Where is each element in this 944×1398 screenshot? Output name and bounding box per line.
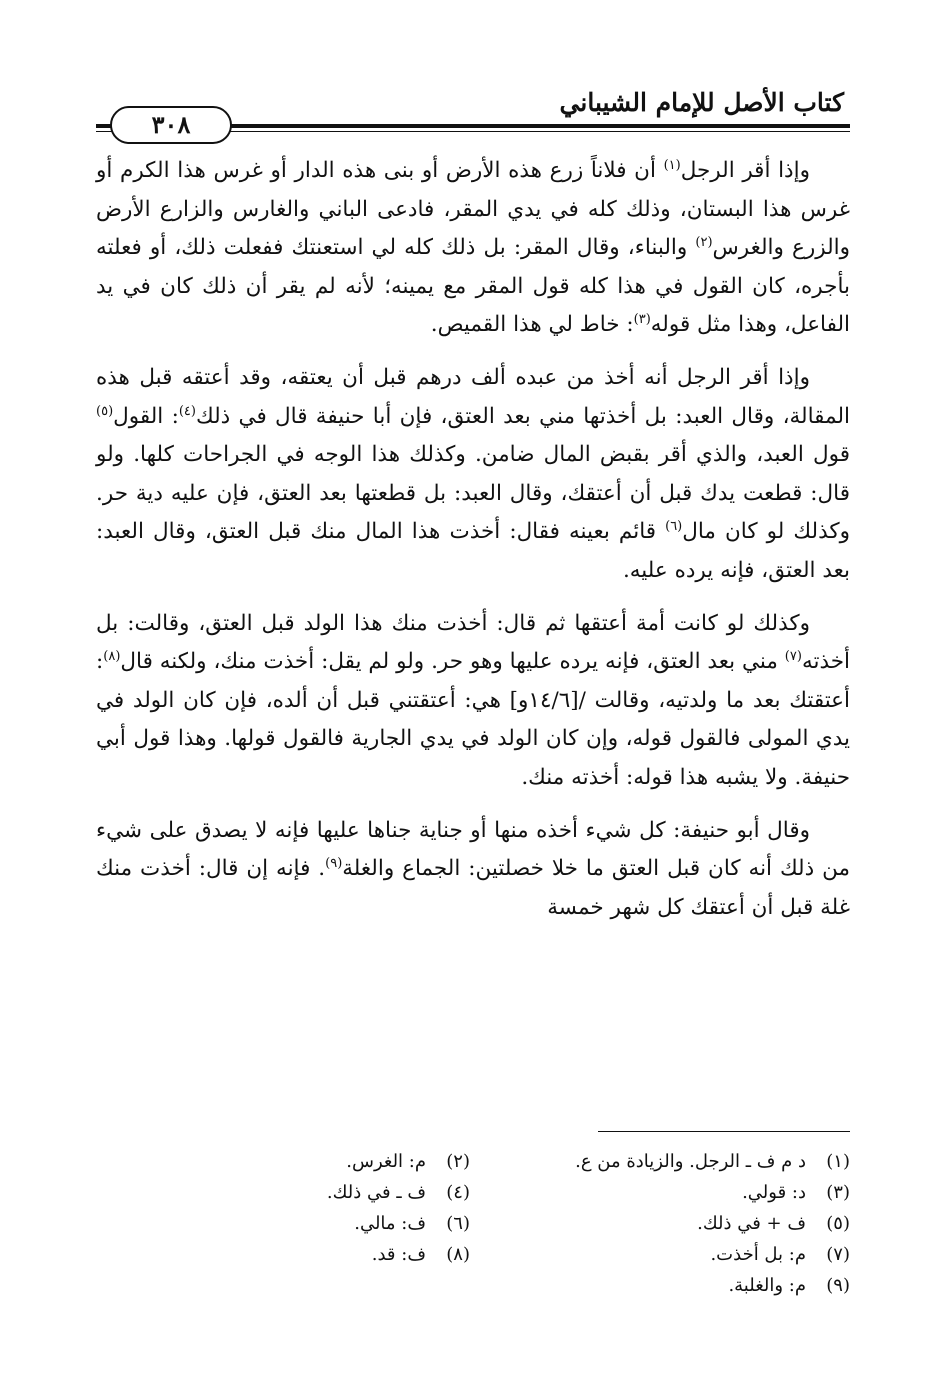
- footnote-marker: (٦): [665, 519, 683, 535]
- footnote-number: (٩): [826, 1275, 850, 1296]
- footnote-marker: (٨): [103, 648, 121, 664]
- footnote-marker: (٧): [784, 648, 802, 664]
- book-title: كتاب الأصل للإمام الشيباني: [559, 88, 844, 117]
- text-run: أن فلاناً زرع هذه الأرض أو بنى هذه الدار أو غرس هذا الكرم أو غرس هذا البستان، وذلك كله في يدي المقر، فادعى الباني والغارس والزارع الأرض والزرع والغرس: [96, 158, 850, 261]
- footnote-text: م: بل أخذت.: [710, 1244, 806, 1265]
- text-run: وكذلك لو كانت أمة أعتقها ثم قال: أخذت منك هذا الولد قبل العتق، وقالت: بل أخذته: [96, 610, 850, 675]
- footnote-marker: (٩): [325, 855, 343, 871]
- footnote-marker: (٣): [633, 312, 651, 328]
- page-header: [96, 84, 850, 144]
- text-run: وإذا أقر الرجل: [680, 158, 810, 183]
- text-run: وإذا أقر الرجل أنه أخذ من عبده ألف درهم قبل أن يعتقه، وقد أعتقه قبل هذه المقالة، وقال العبد: بل أخذتها مني بعد العتق، فإن أبا حنيفة قال في ذلك: [96, 364, 850, 429]
- footnote-text: د م ف ـ الرجل. والزيادة من ع.: [575, 1151, 806, 1172]
- footnote-marker: (١): [663, 157, 681, 173]
- footnote-marker: (٤): [178, 403, 196, 419]
- paragraph: [96, 359, 850, 591]
- text-run: مني بعد العتق، فإنه يرده عليها وهو حر. ولو لم يقل: أخذت منك، ولكنه قال: [120, 649, 785, 675]
- footnote-text: ف: مالي.: [354, 1213, 426, 1234]
- paragraph: [96, 812, 850, 928]
- footnote-marker: (٢): [695, 235, 713, 251]
- footnote: [490, 1270, 850, 1301]
- footnote-number: (٨): [446, 1244, 470, 1265]
- text-run: : أعتقتك بعد ما ولدتيه، وقالت /[١٤/٦و] هي: أعتقتني قبل أن ألده، فإن كان الولد في يدي المولى فالقول قوله، وإن كان الولد في يدي الجارية فالقول قولها. وهذا قول أبي حنيفة. ولا يشبه هذا قوله: أخذته منك.: [96, 649, 850, 790]
- text-run: : القول: [113, 403, 179, 429]
- footnote-text: م: الغرس.: [346, 1151, 426, 1172]
- footnotes-left-column: [170, 1146, 470, 1270]
- footnote: [490, 1146, 850, 1177]
- footnote: [490, 1177, 850, 1208]
- footnote: [170, 1177, 470, 1208]
- paragraph: [96, 152, 850, 345]
- footnote-number: (٥): [826, 1213, 850, 1234]
- footnote: [490, 1208, 850, 1239]
- footnote-number: (٧): [826, 1244, 850, 1265]
- footnote: [490, 1239, 850, 1270]
- footnote-number: (٤): [446, 1182, 470, 1203]
- page-number: ٣٠٨: [110, 106, 232, 144]
- footnote: [170, 1208, 470, 1239]
- main-text: [96, 152, 850, 927]
- footnotes-right-column: [490, 1146, 850, 1301]
- footnote-separator: [598, 1131, 850, 1132]
- footnote: [170, 1239, 470, 1270]
- footnote-text: ف: قد.: [371, 1244, 426, 1265]
- footnote-number: (٦): [446, 1213, 470, 1234]
- text-run: وقال أبو حنيفة: كل شيء أخذه منها أو جناية جناها عليها فإنه لا يصدق على شيء من ذلك أنه كان قبل العتق ما خلا خصلتين: الجماع والغلة: [96, 817, 850, 882]
- text-run: والبناء، وقال المقر: بل ذلك كله لي استعنتك ففعلت ذلك، أو فعلته بأجره، كان القول في هذا كله قول المقر مع يمينه؛ لأنه لم يقر أن ذلك كان في يد الفاعل، وهذا مثل قوله: [96, 235, 850, 338]
- footnote-number: (٢): [446, 1151, 470, 1172]
- text-run: قول العبد، والذي أقر بقبض المال ضامن. وكذلك هذا الوجه في الجراحات كلها. ولو قال: قطعت يدك قبل أن أعتقك، وقال العبد: بل قطعتها بعد العتق، فإن عليه دية حر. وكذلك لو كان مال: [96, 442, 850, 545]
- footnote-text: ف ـ في ذلك.: [326, 1182, 426, 1203]
- text-run: قائم بعينه فقال: أخذت هذا المال منك قبل العتق، وقال العبد: بعد العتق، فإنه يرده عليه.: [96, 519, 850, 583]
- footnote-number: (٣): [826, 1182, 850, 1203]
- paragraph: [96, 605, 850, 798]
- text-run: : خاط لي هذا القميص.: [430, 312, 634, 338]
- footnote-text: د: قولي.: [742, 1182, 806, 1203]
- footnote: [170, 1146, 470, 1177]
- footnote-marker: (٥): [96, 403, 114, 419]
- footnote-text: ف + في ذلك.: [697, 1213, 806, 1234]
- text-run: . فإنه إن قال: أخذت منك غلة قبل أن أعتقك كل شهر خمسة: [96, 856, 850, 920]
- footnote-number: (١): [826, 1151, 850, 1172]
- footnote-text: م: والغلبة.: [728, 1275, 806, 1296]
